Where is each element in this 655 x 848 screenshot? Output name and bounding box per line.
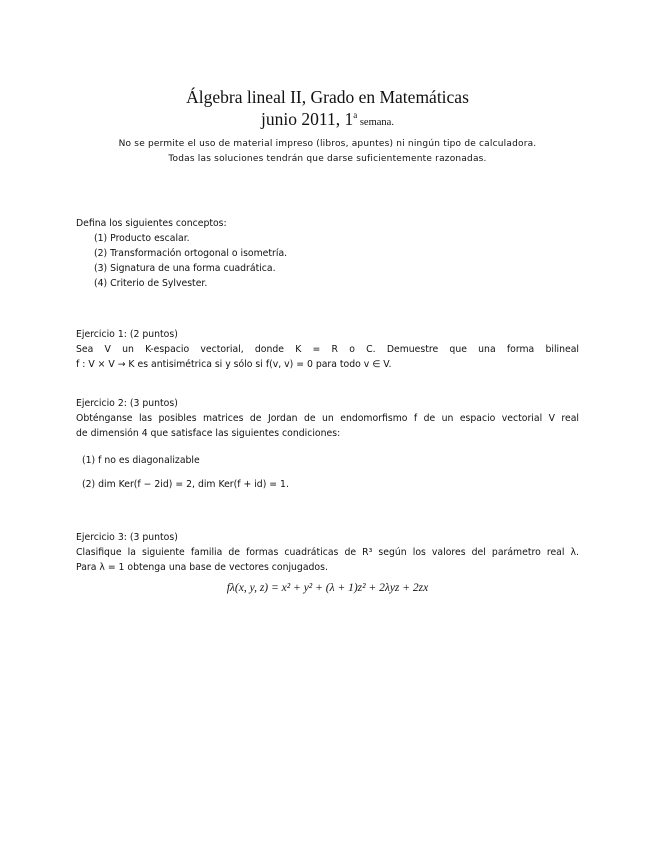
concept-item: (4) Criterio de Sylvester. <box>94 278 208 289</box>
notice-line2: Todas las soluciones tendrán que darse suficientemente razonadas. <box>168 154 487 164</box>
concept-item: (3) Signatura de una forma cuadrática. <box>94 263 276 274</box>
exercise-2-condition-1: (1) f no es diagonalizable <box>82 455 200 466</box>
exercise-2-line2: de dimensión 4 que satisface las siguientes condiciones: <box>76 428 341 439</box>
title-date: junio 2011, 1 <box>261 108 354 129</box>
exercise-2-line1: Obténganse las posibles matrices de Jordan de un endomorfismo f de un espacio vectorial V real <box>76 413 579 424</box>
exercise-3-heading: Ejercicio 3: (3 puntos) <box>76 532 178 543</box>
exercise-3 <box>76 530 579 575</box>
exercise-1 <box>76 327 579 372</box>
exercise-1-heading: Ejercicio 1: (2 puntos) <box>76 329 178 340</box>
concepts-section <box>76 216 579 291</box>
quadratic-form-formula: fλ(x, y, z) = x² + y² + (λ + 1)z² + 2λyz + 2zx <box>226 582 429 594</box>
exercise-3-line1: Clasifique la siguiente familia de formas cuadráticas de R³ según los valores del parámetro real λ. <box>76 547 579 558</box>
concept-item: (1) Producto escalar. <box>94 233 190 244</box>
concept-item: (2) Transformación ortogonal o isometría. <box>94 248 288 259</box>
title-line1: Álgebra lineal II, Grado en Matemáticas <box>186 87 469 107</box>
title-ordinal: a <box>353 110 358 120</box>
exam-instructions <box>0 137 655 167</box>
concepts-intro: Defina los siguientes conceptos: <box>76 218 227 229</box>
title-line2 <box>0 106 655 132</box>
title-week: semana. <box>357 116 394 128</box>
exercise-1-line2: f : V × V → K es antisimétrica si y sólo si f(v, v) = 0 para todo v ∈ V. <box>76 359 392 370</box>
exercise-2 <box>76 396 579 492</box>
notice-line1: No se permite el uso de material impreso (libros, apuntes) ni ningún tipo de calculadora. <box>118 139 537 149</box>
exercise-2-condition-2: (2) dim Ker(f − 2id) = 2, dim Ker(f + id) = 1. <box>82 479 289 490</box>
exercise-2-heading: Ejercicio 2: (3 puntos) <box>76 398 178 409</box>
exam-title <box>0 88 655 132</box>
exercise-3-line2: Para λ = 1 obtenga una base de vectores conjugados. <box>76 562 328 573</box>
exercise-1-line1: Sea V un K-espacio vectorial, donde K = R o C. Demuestre que una forma bilineal <box>76 344 579 355</box>
